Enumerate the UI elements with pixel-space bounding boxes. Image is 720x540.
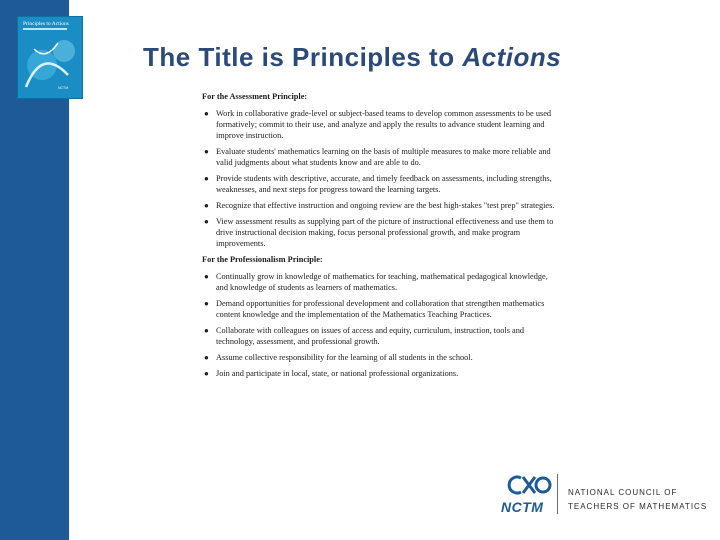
nctm-symbol-icon xyxy=(506,473,552,499)
bullet-icon: ● xyxy=(204,217,209,226)
list-item-text: Provide students with descriptive, accurate, and timely feedback on assessments, including strengths, weaknesses, and next steps for progress toward the learning targets. xyxy=(216,174,552,194)
bullet-icon: ● xyxy=(204,299,209,308)
list-item-text: Recognize that effective instruction and ongoing review are the best high-stakes "test prep" strategies. xyxy=(216,201,555,210)
list-item xyxy=(202,298,560,320)
bullet-icon: ● xyxy=(204,353,209,362)
assessment-list xyxy=(202,108,560,249)
bullet-icon: ● xyxy=(204,147,209,156)
list-item-text: Continually grow in knowledge of mathematics for teaching, mathematical pedagogical knowledge, and knowledge of students as learners of mathematics. xyxy=(216,272,548,292)
book-cover-subtitle-line xyxy=(23,28,67,30)
slide-title xyxy=(143,42,561,73)
bullet-icon: ● xyxy=(204,369,209,378)
list-item xyxy=(202,173,560,195)
assessment-heading: For the Assessment Principle: xyxy=(202,92,308,101)
list-item-text: Demand opportunities for professional development and collaboration that strengthen mathematics content knowledge and the implementation of the Mathematics Teaching Practices. xyxy=(216,299,545,319)
list-item xyxy=(202,146,560,168)
bullet-icon: ● xyxy=(204,272,209,281)
list-item xyxy=(202,200,560,211)
slide-title-main: The Title is Principles to xyxy=(143,42,463,72)
bullet-icon: ● xyxy=(204,201,209,210)
bullet-icon: ● xyxy=(204,109,209,118)
list-item xyxy=(202,325,560,347)
book-cover-title: Principles to Actions xyxy=(23,21,69,27)
nctm-logo xyxy=(500,472,710,516)
bullet-icon: ● xyxy=(204,174,209,183)
logo-org-line-2: TEACHERS OF MATHEMATICS xyxy=(568,502,708,511)
list-item-text: Assume collective responsibility for the learning of all students in the school. xyxy=(216,353,473,362)
list-item xyxy=(202,108,560,141)
list-item xyxy=(202,216,560,249)
professionalism-heading: For the Professionalism Principle: xyxy=(202,255,323,264)
list-item-text: Work in collaborative grade-level or subject-based teams to develop common assessments to be used formatively; commit to their use, and analyze and apply the results to advance student learning and improve instruction. xyxy=(216,109,552,140)
slide-title-emphasis: Actions xyxy=(462,42,562,72)
bullet-icon: ● xyxy=(204,326,209,335)
list-item-text: Evaluate students' mathematics learning on the basis of multiple measures to make more reliable and valid judgments about what students know and are able to do. xyxy=(216,147,551,167)
list-item-text: Join and participate in local, state, or national professional organizations. xyxy=(216,369,459,378)
nctm-wordmark: NCTM xyxy=(501,499,544,515)
book-cover-thumbnail xyxy=(17,16,83,99)
logo-divider xyxy=(557,474,558,514)
professionalism-list xyxy=(202,271,560,379)
list-item xyxy=(202,368,560,379)
list-item xyxy=(202,271,560,293)
list-item-text: View assessment results as supplying part of the picture of instructional effectiveness and use them to drive instructional decision making, focus personal professional growth, and make program improvements. xyxy=(216,217,554,248)
list-item-text: Collaborate with colleagues on issues of access and equity, curriculum, instruction, tools and technology, assessment, and professional growth. xyxy=(216,326,524,346)
book-cover-publisher: NCTM xyxy=(58,86,69,90)
logo-org-line-1: NATIONAL COUNCIL OF xyxy=(568,488,678,497)
list-item xyxy=(202,352,560,363)
principles-excerpt xyxy=(202,91,560,384)
